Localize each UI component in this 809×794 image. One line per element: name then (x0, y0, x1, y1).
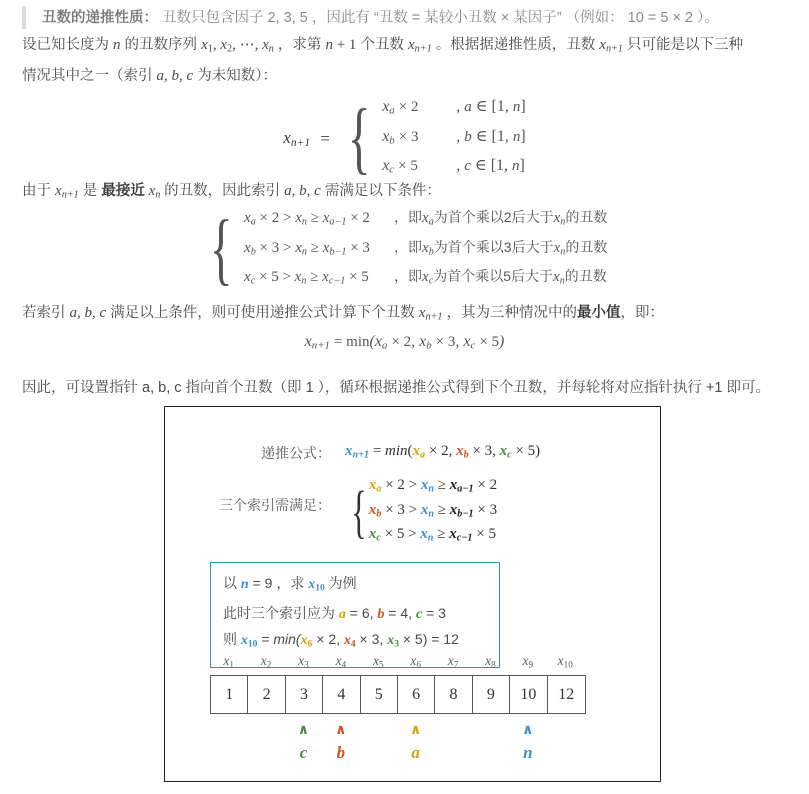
eq3-expr: $x_{n+1} = \min(x_a \times 2$, $x_b \times 3$, $x_c \times 5$) (304, 333, 505, 352)
p1-seg-a: 设已知长度为 (22, 37, 114, 53)
p1-seg-c: ，求第 (273, 37, 326, 53)
figure-constraint-row: $x_b \times 3 > x_n \ge x_{b-1} \times 3$ (368, 501, 498, 520)
blockquote-note (22, 6, 795, 29)
p3-seg-b: 满足以上条件，则可使用递推公式计算下个丑数 (106, 305, 419, 321)
ex2-a: 此时三个索引应为 (223, 605, 339, 622)
ex1-b: = 9 ，求 (248, 575, 309, 591)
eq1-equals: = (320, 128, 330, 148)
example-line-3: 则 $x_{10} = \min(x_6 \times 2$, $x_4 \times 3$, $x_3 \times 5) = 12$ (223, 631, 459, 650)
array-header-cell: $x_5$ (372, 653, 384, 670)
p2-seg-c: 的丑数，因此索引 (164, 183, 285, 199)
eq2-rows (244, 205, 607, 294)
array-header-cell: $x_4$ (335, 653, 347, 670)
paragraph-pointers: 因此，可设置指针 a, b, c 指向首个丑数（即 1 ），循环根据递推公式得到下个丑数，并每轮将对应指针执行 +1 即可。 (22, 380, 771, 396)
p2-seg-b: 是 (78, 183, 102, 199)
array-header-cell: $x_9$ (522, 653, 534, 670)
pointer-label-b: b (336, 743, 346, 762)
caret-icon-a: ∧ (409, 721, 422, 737)
array-cell: 1 (211, 676, 248, 713)
caret-icon-b: ∧ (335, 721, 347, 737)
p2-seg-d: 需满足以下条件： (320, 183, 441, 199)
eq1-row: $x_a \times 2$ , a ∈ [1, n] (382, 98, 526, 117)
array-pointer-slot (547, 743, 584, 769)
p1-seg-e: 。根据据递推性质，丑数 (431, 37, 600, 53)
blockquote-text (42, 6, 719, 29)
array-header-cell: $x_6$ (410, 653, 421, 670)
eq1-row: $x_c \times 5$ , c ∈ [1, n] (382, 157, 525, 177)
eq1-brace: { (347, 94, 371, 183)
array-caret-row (210, 714, 586, 743)
array-pointer-row (210, 743, 586, 769)
figure-formula-row (165, 443, 662, 463)
figure-formula-math: $x_{n+1} = \min(x_a \times 2$, $x_b \times 3$, $x_c \times 5$) (345, 443, 541, 461)
array-header-cell: $x_8$ (485, 653, 496, 670)
array-cell: 12 (558, 686, 575, 703)
figure-constraint-rows (369, 475, 497, 549)
array-caret-slot (360, 721, 397, 743)
array-cell: 6 (398, 676, 435, 713)
figure-formula-label: 递推公式： (261, 445, 331, 461)
p3-seg-c: ，其为三种情况中的 (442, 305, 578, 321)
figure-constraints-cases (345, 475, 497, 549)
ex1-c: 为例 (324, 575, 357, 591)
array-visual (210, 653, 586, 769)
eq2-row: $x_b \times 3 > x_n \ge x_{b-1} \times 3$ ，即$x_b$为首个乘以3后大于$x_n$的丑数 (244, 238, 608, 258)
eq2-row: $x_a \times 2 > x_n \ge x_{a-1} \times 2$ ，即$x_a$为首个乘以2后大于$x_n$的丑数 (244, 209, 608, 228)
p1-seg-g: 情况其中之一（索引 (22, 67, 157, 84)
caret-icon-c: ∧ (297, 721, 310, 737)
p1-seg-d: 个丑数 (356, 37, 408, 53)
array-cell: 10 (510, 676, 547, 713)
array-pointer-slot (247, 743, 284, 769)
p1-seg-b: 的丑数序列 (120, 37, 202, 53)
array-caret-slot (210, 721, 247, 743)
figure-constraint-row: $x_c \times 5 > x_n \ge x_{c-1} \times 5$ (368, 526, 496, 544)
equation-min (0, 333, 809, 352)
blockquote-bar (22, 6, 26, 29)
figure-brace: { (351, 478, 367, 544)
ex3-a: 则 (223, 631, 241, 648)
array-cell: 9 (473, 676, 510, 713)
p1-seg-f: 只可能是以下三种 (623, 37, 744, 53)
pointer-label-n: n (523, 743, 533, 762)
caret-icon-n: ∧ (522, 721, 534, 737)
ex2-a-val: = 6, (345, 605, 378, 622)
blockquote-rest: 丑数只包含因子 2, 3, 5 ，因此有 “丑数 = 某较小丑数 × 某因子” （例如： 10 = 5 × 2 ）。 (158, 10, 719, 26)
array-cell: 3 (286, 676, 323, 713)
array-header-row (210, 653, 586, 675)
array-header-cell: $x_{10}$ (557, 653, 573, 670)
array-caret-slot (472, 721, 509, 743)
ex2-c-var: c (415, 607, 423, 623)
array-pointer-slot (360, 743, 397, 769)
eq1-rows (382, 94, 526, 183)
figure-constraints-row (165, 475, 662, 549)
p2-seg-a: 由于 (22, 183, 56, 199)
array-cell: 2 (248, 676, 285, 713)
array-header-cell: $x_1$ (223, 653, 234, 670)
diagram-figure (164, 406, 661, 782)
p1-seg-h: 为未知数）： (193, 67, 277, 84)
array-cell: 4 (323, 676, 360, 713)
eq1-row: $x_b \times 3$ , b ∈ [1, n] (382, 127, 526, 147)
paragraph-setup: 设已知长度为 n 的丑数序列 $x_1$, $x_2$, ⋯, $x_n$ ，求第 n + 1 个丑数 $x_{n+1}$ 。根据据递推性质，丑数 $x_{n+1}$ 只可能是以下三种 情况其中之一（索引 a, b, c 为未知数）： (22, 37, 744, 84)
equation-cases-constraints (0, 205, 809, 294)
array-header-cell: $x_7$ (447, 653, 459, 670)
array-caret-slot (434, 721, 471, 743)
eq2-row: $x_c \times 5 > x_n \ge x_{c-1} \times 5$ ，即$x_c$为首个乘以5后大于$x_n$的丑数 (244, 268, 607, 287)
p3-seg-d: ，即： (620, 305, 665, 321)
array-cell: 8 (435, 676, 472, 713)
p2-bold: 最接近 (101, 183, 145, 199)
paragraph-closest: 由于 $x_{n+1}$ 是 最接近 $x_n$ 的丑数，因此索引 a, b, c 需满足以下条件： (22, 183, 441, 201)
eq1-lhs: $x_{n+1}$ (283, 128, 311, 150)
p3-bold: 最小值 (577, 305, 621, 321)
p3-seg-a: 若索引 (22, 305, 70, 321)
pointer-label-a: a (411, 743, 420, 762)
ex2-c-val: = 3 (422, 605, 446, 622)
equation-cases-definition (0, 94, 809, 183)
ex1-a: 以 (223, 575, 241, 591)
array-pointer-slot (472, 743, 509, 769)
blockquote-lead: 丑数的递推性质： (42, 10, 158, 26)
array-pointer-slot (210, 743, 247, 769)
paragraph-min: 若索引 a, b, c 满足以上条件，则可使用递推公式计算下个丑数 $x_{n+1}$ ，其为三种情况中的最小值，即： (22, 305, 665, 323)
example-box (210, 562, 500, 668)
ex2-a-var: a (338, 607, 346, 623)
array-caret-slot (247, 721, 284, 743)
ex2-b-val: = 4, (384, 605, 416, 622)
pointer-label-c: c (299, 743, 308, 762)
ex1-n: n (240, 577, 249, 592)
eq2-brace: { (209, 205, 233, 294)
array-pointer-slot (434, 743, 471, 769)
array-caret-slot (547, 721, 584, 743)
example-line-2 (223, 601, 487, 627)
figure-formula-block (165, 443, 662, 549)
array-header-cell: $x_3$ (298, 653, 309, 670)
example-line-1: 以 n = 9 ，求 $x_{10}$ 为例 (223, 575, 357, 594)
array-header-cell: $x_2$ (260, 653, 272, 670)
array-cell: 5 (361, 676, 398, 713)
figure-constraints-label: 三个索引需满足： (219, 497, 331, 513)
array-cells-row (210, 675, 586, 714)
ex2-b-var: b (377, 607, 385, 623)
figure-constraint-row: $x_a \times 2 > x_n \ge x_{a-1} \times 2$ (368, 477, 498, 495)
